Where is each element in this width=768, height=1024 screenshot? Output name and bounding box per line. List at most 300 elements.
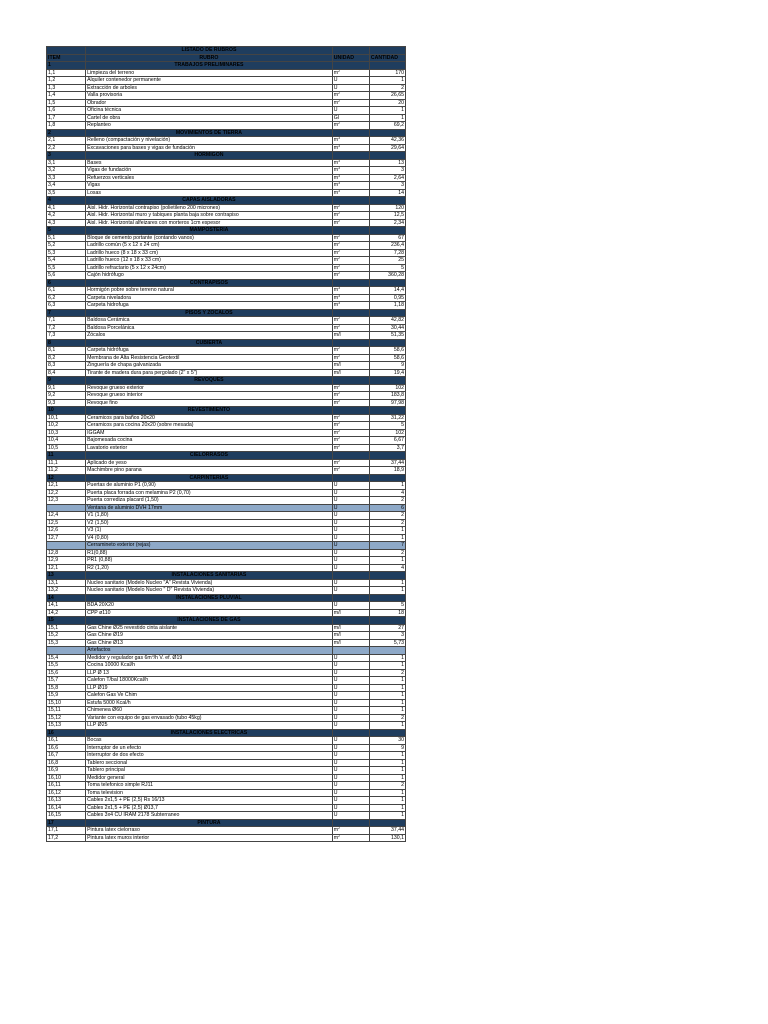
item-quantity: 1 [369, 77, 405, 85]
item-description: Revoque fino [86, 399, 333, 407]
item-number: 14,1 [47, 602, 86, 610]
item-unit: $m^2$ [332, 347, 369, 355]
item-unit: m/l [332, 362, 369, 370]
section-blank-cell [369, 309, 405, 317]
item-quantity: 1 [369, 759, 405, 767]
item-description: LLP Ø25 [86, 722, 333, 730]
rubros-table-body [47, 47, 406, 842]
item-number: 2,1 [47, 137, 86, 145]
item-number: 10,1 [47, 414, 86, 422]
item-quantity: 1 [369, 789, 405, 797]
section-blank-cell [369, 227, 405, 235]
unit-exponent: 2 [338, 256, 340, 261]
section-title: CONTRAPISOS [86, 279, 333, 287]
item-number: 9,3 [47, 399, 86, 407]
table-row [47, 317, 406, 325]
table-row [47, 174, 406, 182]
item-quantity: 7,28 [369, 249, 405, 257]
unit-exponent: 2 [338, 234, 340, 238]
unit-exponent: 2 [338, 354, 340, 358]
item-quantity: 3,7 [369, 444, 405, 452]
table-row [47, 699, 406, 707]
item-description: Baldosa Cerámica [86, 317, 333, 325]
item-description: Ceramicos para baños 20x20 [86, 414, 333, 422]
section-blank-cell [332, 452, 369, 460]
item-quantity: 1 [369, 107, 405, 115]
table-row [47, 549, 406, 557]
section-title: CUBIERTA [86, 339, 333, 347]
table-row [47, 294, 406, 302]
item-quantity: 130,1 [369, 834, 405, 842]
section-blank-cell [332, 407, 369, 415]
section-row [47, 594, 406, 602]
item-number: 10,2 [47, 422, 86, 430]
table-row [47, 69, 406, 77]
section-row [47, 407, 406, 415]
item-unit: U [332, 797, 369, 805]
item-quantity: 58,6 [369, 347, 405, 355]
section-blank-cell [332, 62, 369, 70]
table-row [47, 774, 406, 782]
item-number: 3,2 [47, 167, 86, 175]
item-quantity: 5,73 [369, 639, 405, 647]
item-unit: $m^2$ [332, 242, 369, 250]
item-unit: U [332, 84, 369, 92]
item-number: 5,2 [47, 242, 86, 250]
unit-exponent: 2 [338, 99, 340, 103]
item-quantity: 5 [369, 264, 405, 272]
item-quantity: 183,8 [369, 392, 405, 400]
item-unit: m/l [332, 332, 369, 340]
item-description: Calefon Gas Ve Chim [86, 692, 333, 700]
section-blank-cell [332, 339, 369, 347]
unit-exponent: 2 [338, 834, 340, 838]
item-unit: $m^3$ [332, 302, 369, 310]
item-unit: $m^2$ [332, 69, 369, 77]
section-title: MAMPOSTERÍA [86, 227, 333, 235]
item-unit: $m^2$ [332, 317, 369, 325]
item-number: 12,5 [47, 519, 86, 527]
item-quantity: 1,18 [369, 302, 405, 310]
column-header-rubro: RUBRO [86, 54, 333, 62]
item-number: 8,4 [47, 369, 86, 377]
item-unit: $m^3$ [332, 144, 369, 152]
unit-exponent: 2 [338, 211, 340, 216]
item-description: Refuerzos verticales [86, 174, 333, 182]
item-unit: $m^2$ [332, 257, 369, 265]
table-row [47, 92, 406, 100]
section-blank-cell [332, 617, 369, 625]
item-quantity: 2 [369, 669, 405, 677]
item-description: Gas Chine Ø13 [86, 639, 333, 647]
item-description: Cocina 10000 Kcal/h [86, 662, 333, 670]
section-blank-cell [369, 729, 405, 737]
item-number: 13,1 [47, 579, 86, 587]
table-row [47, 677, 406, 685]
table-row [47, 579, 406, 587]
item-unit: U [332, 527, 369, 535]
item-unit: $m^2$ [332, 219, 369, 227]
unit-exponent: 3 [338, 286, 340, 291]
item-unit: U [332, 767, 369, 775]
table-row [47, 789, 406, 797]
table-row [47, 782, 406, 790]
item-unit: U [332, 812, 369, 820]
item-unit: $m^2$ [332, 92, 369, 100]
table-row [47, 707, 406, 715]
table-row [47, 497, 406, 505]
item-unit: m/l [332, 609, 369, 617]
item-description: Puerta corrediza placard (1,50) [86, 497, 333, 505]
table-row [47, 804, 406, 812]
item-number: 16,9 [47, 767, 86, 775]
item-unit: $m^3$ [332, 174, 369, 182]
section-number: 7 [47, 309, 86, 317]
table-row [47, 332, 406, 340]
item-description: Gas Chine Ø25 revestido cinta aislante [86, 624, 333, 632]
item-description: Revoque grueso exterior [86, 384, 333, 392]
item-quantity: 67 [369, 234, 405, 242]
item-number: 16,7 [47, 752, 86, 760]
section-blank-cell [332, 377, 369, 385]
section-title: INSTALACIONES DE GAS [86, 617, 333, 625]
column-header-cantidad: CANTIDAD [369, 54, 405, 62]
table-row [47, 587, 406, 595]
section-title: INSTALACIONES SANITARIAS [86, 572, 333, 580]
item-description: Interruptor de un efecto [86, 744, 333, 752]
section-blank-cell [369, 819, 405, 827]
unit-exponent: 2 [338, 421, 340, 426]
item-number: 12,3 [47, 497, 86, 505]
item-description: Carpeta hidrófuga [86, 347, 333, 355]
table-row [47, 189, 406, 197]
item-unit: $m^3$ [332, 182, 369, 190]
item-unit: $m^3$ [332, 189, 369, 197]
table-row [47, 399, 406, 407]
item-quantity: 2 [369, 84, 405, 92]
table-row [47, 444, 406, 452]
item-unit: U [332, 579, 369, 587]
unit-exponent: 2 [338, 249, 340, 253]
item-description: Vigas [86, 182, 333, 190]
item-quantity: 1 [369, 774, 405, 782]
item-number: 1,2 [47, 77, 86, 85]
section-title: REVESTIMIENTO [86, 407, 333, 415]
item-number: 16,15 [47, 812, 86, 820]
item-number: 1,4 [47, 92, 86, 100]
section-blank-cell [332, 279, 369, 287]
item-number: 12,8 [47, 549, 86, 557]
item-quantity: 27 [369, 624, 405, 632]
item-description: Ladrillo hueco (12 x 18 x 33 cm) [86, 257, 333, 265]
item-quantity: 170 [369, 69, 405, 77]
item-description: Baldosa Porcelánica [86, 324, 333, 332]
section-title: TRABAJOS PRELIMINARES [86, 62, 333, 70]
item-number: 3,3 [47, 174, 86, 182]
item-unit: $m^2$ [332, 422, 369, 430]
item-quantity: 4 [369, 489, 405, 497]
section-blank-cell [332, 729, 369, 737]
item-unit [332, 647, 369, 655]
item-description: Extracción de arboles [86, 84, 333, 92]
section-blank-cell [332, 594, 369, 602]
item-description: Ventana de aluminio DVH 17mm [86, 504, 333, 512]
table-row [47, 272, 406, 280]
unit-exponent: 3 [338, 294, 340, 298]
item-unit: $m^2$ [332, 467, 369, 475]
unit-exponent: 2 [338, 69, 340, 73]
section-number: 15 [47, 617, 86, 625]
table-row [47, 519, 406, 527]
section-row [47, 377, 406, 385]
section-title: PISOS Y ZÓCALOS [86, 309, 333, 317]
item-quantity: 2,34 [369, 219, 405, 227]
item-quantity: 102 [369, 429, 405, 437]
item-number: 16,6 [47, 744, 86, 752]
item-quantity [369, 647, 405, 655]
section-blank-cell [369, 377, 405, 385]
table-row [47, 467, 406, 475]
table-row [47, 557, 406, 565]
item-unit: m/l [332, 624, 369, 632]
section-row [47, 62, 406, 70]
table-row [47, 459, 406, 467]
item-description: Estufa 5000 Kcal/h [86, 699, 333, 707]
item-description: Nucleo sanitario (Modelo Nucleo " D" Revista Vivienda) [86, 587, 333, 595]
table-row [47, 482, 406, 490]
item-number: 3,5 [47, 189, 86, 197]
item-number: 15,4 [47, 654, 86, 662]
item-description: V1 (1,80) [86, 512, 333, 520]
item-number: 1,1 [47, 69, 86, 77]
item-description: Cables 2x1,5 + PE (2,5) Ø13,7 [86, 804, 333, 812]
item-description: Revoque grueso interior [86, 392, 333, 400]
unit-exponent: 2 [338, 241, 340, 246]
unit-exponent: 2 [338, 121, 340, 126]
item-number: 16,13 [47, 797, 86, 805]
section-title: HORMIGÓN [86, 152, 333, 160]
table-row [47, 122, 406, 130]
table-row [47, 489, 406, 497]
unit-exponent: 2 [338, 414, 340, 418]
table-row [47, 632, 406, 640]
item-description: Carpeta hidrofuga [86, 302, 333, 310]
item-number: 15,6 [47, 669, 86, 677]
item-quantity: 5 [369, 602, 405, 610]
item-quantity: 69,2 [369, 122, 405, 130]
item-description: Toma television [86, 789, 333, 797]
item-number: 3,4 [47, 182, 86, 190]
item-quantity: 1 [369, 534, 405, 542]
item-number: 15,10 [47, 699, 86, 707]
superscript: 3 [151, 654, 154, 658]
item-unit: $m^2$ [332, 459, 369, 467]
item-quantity: 2 [369, 519, 405, 527]
item-description: Cartel de obra [86, 114, 333, 122]
title-blank-cell [369, 47, 405, 55]
item-quantity: 1 [369, 752, 405, 760]
item-description: PR1 (0,88) [86, 557, 333, 565]
item-unit: $m^2$ [332, 264, 369, 272]
section-blank-cell [369, 62, 405, 70]
item-description: Ceramicos para cocina 20x20 (sobre mesada) [86, 422, 333, 430]
item-quantity: 12,5 [369, 212, 405, 220]
unit-exponent: 2 [338, 316, 340, 321]
item-description: BDA 20X20 [86, 602, 333, 610]
item-description: Excavaciones para bases y vigas de fundación [86, 144, 333, 152]
section-title: CAPAS AISLADORAS [86, 197, 333, 205]
item-number: 11,2 [47, 467, 86, 475]
item-quantity: 1 [369, 707, 405, 715]
table-row [47, 182, 406, 190]
item-description: Carpeta niveladora [86, 294, 333, 302]
item-number: 8,1 [47, 347, 86, 355]
item-unit: $m^2$ [332, 204, 369, 212]
item-quantity: 18 [369, 609, 405, 617]
item-description: Gas Chine Ø19 [86, 632, 333, 640]
table-row [47, 249, 406, 257]
section-row [47, 617, 406, 625]
item-unit: $m^2$ [332, 99, 369, 107]
item-unit: $m^2$ [332, 437, 369, 445]
item-quantity: 2 [369, 497, 405, 505]
section-number: 11 [47, 452, 86, 460]
table-row [47, 264, 406, 272]
item-description: Tablero seccional [86, 759, 333, 767]
item-unit: $m^2$ [332, 354, 369, 362]
item-number: 1,3 [47, 84, 86, 92]
item-number: 12,6 [47, 527, 86, 535]
table-row [47, 242, 406, 250]
item-number: 5,6 [47, 272, 86, 280]
item-quantity: 3 [369, 167, 405, 175]
section-number: 16 [47, 729, 86, 737]
item-description: Bloque de cemento portante (contando vanos) [86, 234, 333, 242]
item-description: Oficina técnica [86, 107, 333, 115]
item-unit: U [332, 482, 369, 490]
column-header-item: ITEM [47, 54, 86, 62]
item-description: Chimenea Ø60 [86, 707, 333, 715]
section-blank-cell [332, 129, 369, 137]
table-row [47, 422, 406, 430]
section-blank-cell [369, 617, 405, 625]
section-number: 14 [47, 594, 86, 602]
item-number: 16,14 [47, 804, 86, 812]
item-unit: U [332, 662, 369, 670]
item-number: 12,4 [47, 512, 86, 520]
unit-exponent: 2 [338, 466, 340, 471]
item-number: 12,2 [47, 489, 86, 497]
item-quantity: 1 [369, 767, 405, 775]
table-row [47, 512, 406, 520]
unit-exponent: 2 [338, 429, 340, 433]
item-number: 5,4 [47, 257, 86, 265]
item-unit: $m^2$ [332, 122, 369, 130]
item-description: Puertas de aluminio P1 (0,90) [86, 482, 333, 490]
item-number: 11,1 [47, 459, 86, 467]
item-quantity: 20 [369, 99, 405, 107]
table-row [47, 392, 406, 400]
item-quantity: 18,9 [369, 467, 405, 475]
item-quantity: 1 [369, 654, 405, 662]
item-unit: U [332, 714, 369, 722]
column-header-unidad: UNIDAD [332, 54, 369, 62]
section-blank-cell [369, 152, 405, 160]
item-number: 15,9 [47, 692, 86, 700]
section-title: PINTURA [86, 819, 333, 827]
section-title: CARPINTERIAS [86, 474, 333, 482]
item-number: 4,1 [47, 204, 86, 212]
item-description: LLP Ø 13 [86, 669, 333, 677]
item-description: Zinguería de chapa galvanizada [86, 362, 333, 370]
section-blank-cell [332, 152, 369, 160]
unit-exponent: 2 [338, 91, 340, 96]
item-unit: U [332, 737, 369, 745]
item-quantity: 236,4 [369, 242, 405, 250]
item-quantity: 1 [369, 587, 405, 595]
title-blank-cell [332, 47, 369, 55]
item-number: 15,3 [47, 639, 86, 647]
item-number: 16,8 [47, 759, 86, 767]
item-number: 6,1 [47, 287, 86, 295]
item-number: 5,3 [47, 249, 86, 257]
item-number [47, 542, 86, 550]
section-blank-cell [369, 594, 405, 602]
unit-exponent: 3 [338, 144, 340, 148]
item-unit: U [332, 77, 369, 85]
item-number: 3,1 [47, 159, 86, 167]
item-description: Tirante de madera dura para pergolado (2" x 5") [86, 369, 333, 377]
unit-exponent: 2 [338, 346, 340, 351]
item-unit: U [332, 497, 369, 505]
item-unit: U [332, 684, 369, 692]
item-description: Vigas de fundación [86, 167, 333, 175]
item-quantity: 1 [369, 684, 405, 692]
item-quantity: 42,36 [369, 137, 405, 145]
item-quantity: 120 [369, 204, 405, 212]
table-row [47, 624, 406, 632]
item-quantity: 1 [369, 812, 405, 820]
item-quantity: 14,4 [369, 287, 405, 295]
item-unit: U [332, 549, 369, 557]
item-description: V2 (1,50) [86, 519, 333, 527]
table-row [47, 827, 406, 835]
item-number: 15,13 [47, 722, 86, 730]
item-quantity: 30 [369, 737, 405, 745]
item-number [47, 647, 86, 655]
table-row [47, 797, 406, 805]
item-unit: $m^2$ [332, 392, 369, 400]
section-blank-cell [369, 474, 405, 482]
table-row [47, 812, 406, 820]
item-number: 16,1 [47, 737, 86, 745]
table-row [47, 722, 406, 730]
item-quantity: 37,44 [369, 827, 405, 835]
item-number: 5,5 [47, 264, 86, 272]
table-row [47, 639, 406, 647]
item-description: Ladrillo refractario (5 x 12 x 24cm) [86, 264, 333, 272]
table-row [47, 99, 406, 107]
table-row [47, 654, 406, 662]
item-quantity: 29,64 [369, 144, 405, 152]
item-unit: U [332, 564, 369, 572]
item-unit: $m^2$ [332, 429, 369, 437]
item-description: Calefon T/bal 18000Kcal/h [86, 677, 333, 685]
item-unit: U [332, 782, 369, 790]
section-row [47, 227, 406, 235]
item-number: 14,2 [47, 609, 86, 617]
table-row [47, 234, 406, 242]
